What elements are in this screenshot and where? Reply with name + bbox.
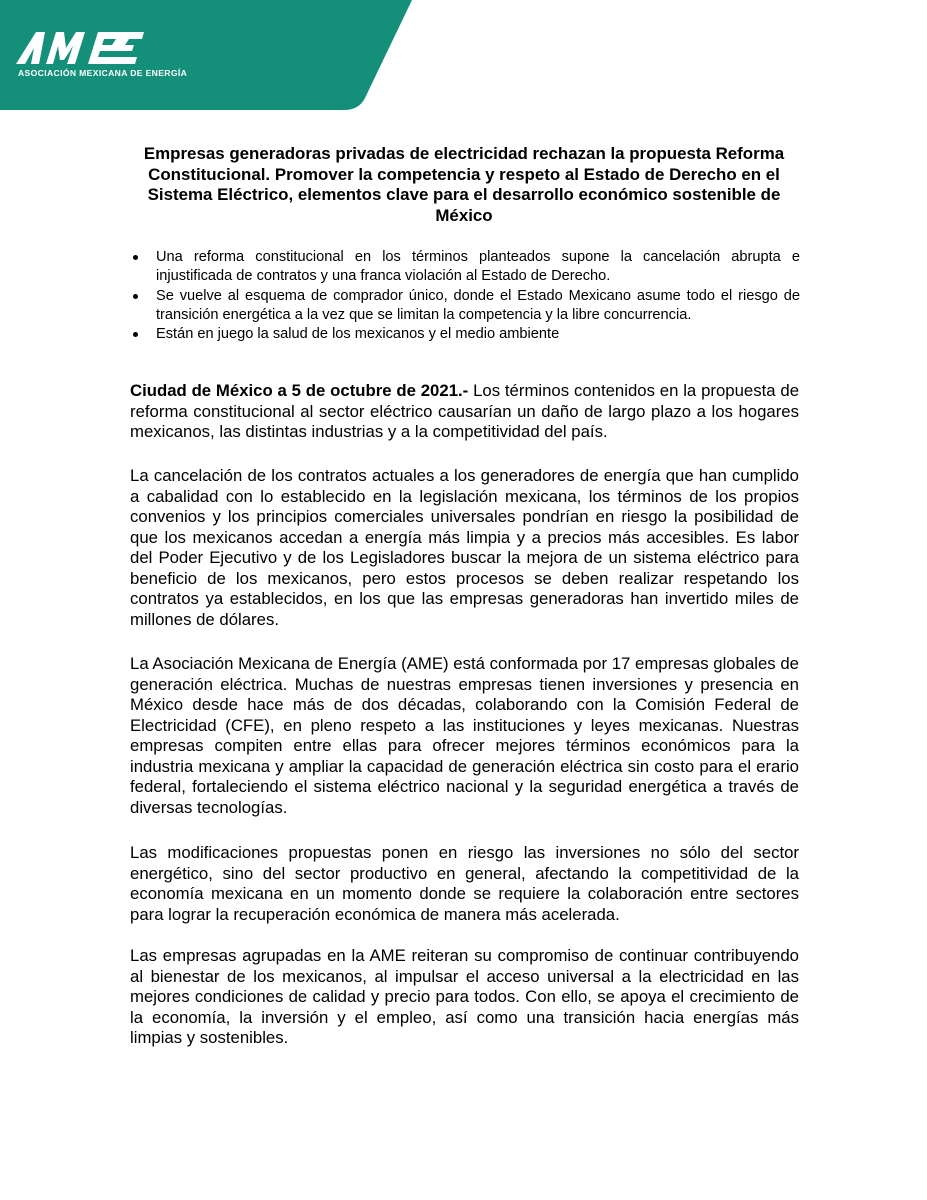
bullet-icon [133, 294, 138, 299]
bullet-icon [133, 332, 138, 337]
paragraph-dateline [130, 381, 799, 443]
document-title: Empresas generadoras privadas de electricidad rechazan la propuesta Reforma Constitucional. Promover la competencia y respeto al Estado de Derecho en el Sistema Eléctrico, elementos clave para el desarrollo económico sostenible de México [143, 144, 785, 225]
bullet-text: Se vuelve al esquema de comprador único, donde el Estado Mexicano asume todo el riesgo de transición energética a la vez que se limitan la competencia y la libre concurrencia. [156, 287, 800, 323]
ame-logo [16, 30, 146, 71]
dateline: Ciudad de México a 5 de octubre de 2021.- [130, 381, 469, 400]
ame-logo-mark-icon [16, 30, 146, 66]
bullet-item [130, 325, 800, 344]
bullet-item [130, 287, 800, 326]
paragraph-contracts: La cancelación de los contratos actuales a los generadores de energía que han cumplido a cabalidad con lo establecido en la legislación mexicana, los términos de los propios convenios y los principios comerciales universales pondrían en riesgo la posibilidad de que los mexicanos accedan a energía más limpia y a precios más accesibles. Es labor del Poder Ejecutivo y de los Legisladores buscar la mejora de un sistema eléctrico para beneficio de los mexicanos, pero estos procesos se deben realizar respetando los contratos ya establecidos, en los que las empresas generadoras han invertido miles de millones de dólares. [130, 466, 799, 629]
summary-bullet-list [130, 248, 800, 344]
logo-caption: ASOCIACIÓN MEXICANA DE ENERGÍA [18, 68, 188, 78]
paragraph-ame: La Asociación Mexicana de Energía (AME) está conformada por 17 empresas globales de generación eléctrica. Muchas de nuestras empresas tienen inversiones y presencia en México desde hace más de dos décadas, colaborando con la Comisión Federal de Electricidad (CFE), en pleno respeto a las instituciones y leyes mexicanas. Nuestras empresas compiten entre ellas para ofrecer mejores términos económicos para la industria mexicana y ampliar la capacidad de generación eléctrica sin costo para el erario federal, fortaleciendo el sistema eléctrico nacional y la seguridad energética a través de diversas tecnologías. [130, 654, 799, 817]
paragraph-commitment: Las empresas agrupadas en la AME reiteran su compromiso de continuar contribuyendo al bienestar de los mexicanos, al impulsar el acceso universal a la electricidad en las mejores condiciones de calidad y precio para todos. Con ello, se apoya el crecimiento de la economía, la inversión y el empleo, así como una transición hacia energías más limpias y sostenibles. [130, 946, 799, 1047]
bullet-icon [133, 255, 138, 260]
paragraph-risks: Las modificaciones propuestas ponen en riesgo las inversiones no sólo del sector energético, sino del sector productivo en general, afectando la competitividad de la economía mexicana en un momento donde se requiere la colaboración entre sectores para lograr la recuperación económica de manera más acelerada. [130, 843, 799, 924]
bullet-item [130, 248, 800, 287]
bullet-text: Están en juego la salud de los mexicanos y el medio ambiente [156, 326, 560, 343]
bullet-text: Una reforma constitucional en los términos planteados supone la cancelación abrupta e injustificada de contratos y una franca violación al Estado de Derecho. [156, 249, 800, 285]
paragraph-text: Los términos contenidos en la propuesta de reforma constitucional al sector eléctrico causarían un daño de largo plazo a los hogares mexicanos, las distintas industrias y a la competitividad del país. [130, 381, 800, 441]
